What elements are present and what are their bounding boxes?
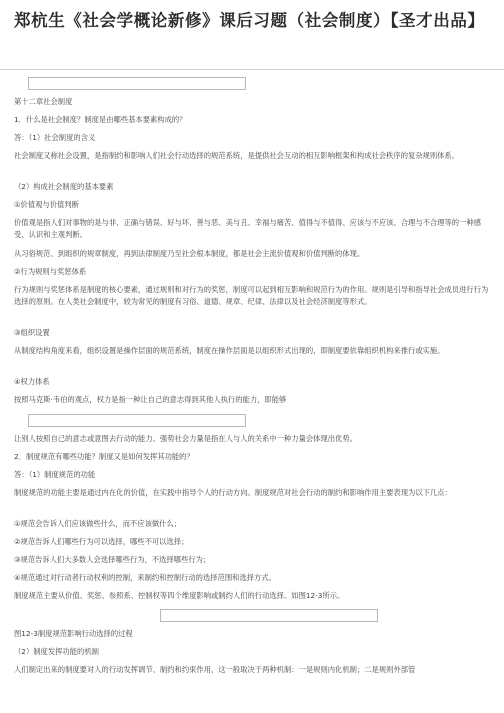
paragraph: 制度规范主要从价值、奖惩、参照系、控制权等四个维度影响或制约人们的行动选择。如图12-3所示。 <box>14 591 345 600</box>
page-title: 郑杭生《社会学概论新修》课后习题（社会制度）【圣才出品】 <box>14 11 485 30</box>
paragraph: 社会制度又称社会设置，是指制约和影响人们社会行动选择的规范系统，是提供社会互动的相互影响框架和构成社会秩序的复杂规则体系。 <box>14 151 460 160</box>
list-item: ④规范通过对行动者行动权利的控制，来制约和控制行动的选择范围和选择方式。 <box>14 573 276 582</box>
list-item: ①规范会告诉人们应该做些什么，而不应该做什么； <box>14 519 182 528</box>
paragraph: 按照马克斯·韦伯的观点，权力是指一种让自己的意志得到其他人执行的能力，即能够 <box>14 395 287 404</box>
image-placeholder-box <box>28 414 246 427</box>
paragraph: 从制度结构角度来看，组织设置是操作层面的规范系统，制度在操作层面是以组织形式出现的，即制度要依靠组织机构来推行或实施。 <box>14 346 445 355</box>
list-item: ③规范告诉人们大多数人会选择哪些行为，不选择哪些行为； <box>14 555 211 564</box>
section-heading: （2）制度发挥功能的机制 <box>14 647 99 656</box>
answer-heading: 答：（1）制度规范的功能 <box>14 470 96 479</box>
paragraph: 价值观是指人们对事物的是与非、正确与错误、好与坏、善与恶、美与丑、幸福与痛苦、值得与不值得、应该与不应该、合理与不合理等的一种感受、认识和主观判断。 <box>14 218 481 239</box>
paragraph: 让别人按照自己的意志或意图去行动的能力。强势社会力量是指在人与人的关系中一种力量会体现出优势。 <box>14 434 357 443</box>
list-item: ②规范告诉人们哪些行为可以选择，哪些不可以选择； <box>14 537 189 546</box>
subsection-heading: ②行为规则与奖惩体系 <box>14 267 87 276</box>
chapter-heading: 第十二章社会制度 <box>14 97 73 106</box>
paragraph: 人们制定出来的制度要对人的行动发挥调节、制约和约束作用，这一般取决于两种机制：一是规则内化机制；二是规则外部管 <box>14 665 416 674</box>
paragraph: 从习俗规范、到组织的规章制度，再到法律制度乃至社会根本制度，都是社会主流价值观和价值判断的体现。 <box>14 249 365 258</box>
subsection-heading: ③组织设置 <box>14 328 50 337</box>
image-placeholder-box <box>160 609 378 622</box>
image-placeholder-box <box>28 77 246 90</box>
question-1: 1．什么是社会制度？制度是由哪些基本要素构成的？ <box>14 115 187 124</box>
figure-caption: 图12-3制度规范影响行动选择的过程 <box>14 629 133 638</box>
section-heading: （2）构成社会制度的基本要素 <box>14 182 114 191</box>
paragraph: 行为规则与奖惩体系是制度的核心要素，通过规则和对行为的奖惩，制度可以起到相互影响和规范行为的作用。规则是引导和指导社会成员进行行为选择的原则。在人类社会制度中，较为常见的制度有习俗、道德、规章、纪律、法律以及社会经济制度等形式。 <box>14 285 489 306</box>
subsection-heading: ①价值观与价值判断 <box>14 200 79 209</box>
subsection-heading: ④权力体系 <box>14 377 50 386</box>
divider <box>0 69 504 70</box>
question-2: 2．制度规范有哪些功能？制度又是如何发挥其功能的？ <box>14 452 194 461</box>
answer-heading: 答：（1）社会制度的含义 <box>14 133 96 142</box>
paragraph: 制度规范的功能主要是通过内在化的价值，在实践中指导个人的行动方向。制度规范对社会行动的制约和影响作用主要表现为以下几点： <box>14 488 452 497</box>
